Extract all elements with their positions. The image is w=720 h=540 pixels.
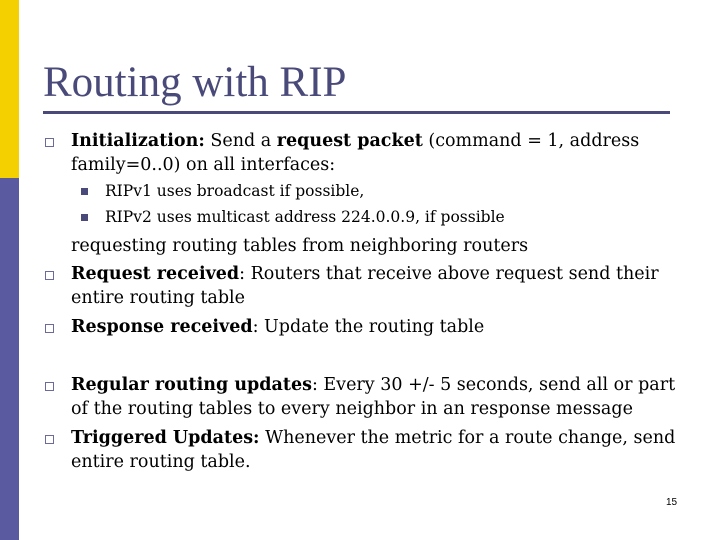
- sub-bullet-ripv2: RIPv2 uses multicast address 224.0.0.9, if possible: [105, 208, 505, 226]
- bold-text: Initialization:: [71, 131, 205, 151]
- text: Whenever the metric for a route change, send: [259, 428, 676, 448]
- bullet-icon: [45, 138, 54, 147]
- bold-text: Response received: [71, 317, 253, 337]
- bullet-icon: [45, 382, 54, 391]
- bullet-icon: [45, 435, 54, 444]
- bullet-initialization-line2: family=0..0) on all interfaces:: [71, 155, 336, 175]
- text: (command = 1, address: [422, 131, 640, 151]
- bullet-regular-updates-line2: of the routing tables to every neighbor in an response message: [71, 399, 633, 419]
- accent-bar-bottom: [0, 178, 19, 540]
- bullet-triggered-updates: [71, 428, 675, 448]
- bullet-regular-updates: [71, 375, 675, 395]
- slide-title: Routing with RIP: [43, 59, 347, 106]
- text: : Routers that receive above request send their: [239, 264, 659, 284]
- square-bullet-icon: [81, 188, 88, 195]
- bullet-request-received-line2: entire routing table: [71, 288, 246, 308]
- bullet-response-received: [71, 317, 484, 337]
- bold-text: Request received: [71, 264, 240, 284]
- text: : Update the routing table: [252, 317, 485, 337]
- bold-text: Triggered Updates:: [71, 428, 260, 448]
- continuation-text: requesting routing tables from neighboring routers: [71, 236, 529, 256]
- sub-bullet-ripv1: RIPv1 uses broadcast if possible,: [105, 182, 365, 200]
- bold-text: Regular routing updates: [71, 375, 312, 395]
- bullet-icon: [45, 271, 54, 280]
- text: Send a: [204, 131, 277, 151]
- text: : Every 30 +/- 5 seconds, send all or part: [311, 375, 676, 395]
- page-number: 15: [666, 497, 678, 508]
- bullet-triggered-updates-line2: entire routing table.: [71, 452, 251, 472]
- square-bullet-icon: [81, 214, 88, 221]
- title-underline: [43, 111, 670, 114]
- bullet-initialization: [71, 131, 639, 151]
- accent-bar-top: [0, 0, 19, 178]
- bullet-icon: [45, 324, 54, 333]
- bullet-request-received: [71, 264, 659, 284]
- bold-text: request packet: [276, 131, 423, 151]
